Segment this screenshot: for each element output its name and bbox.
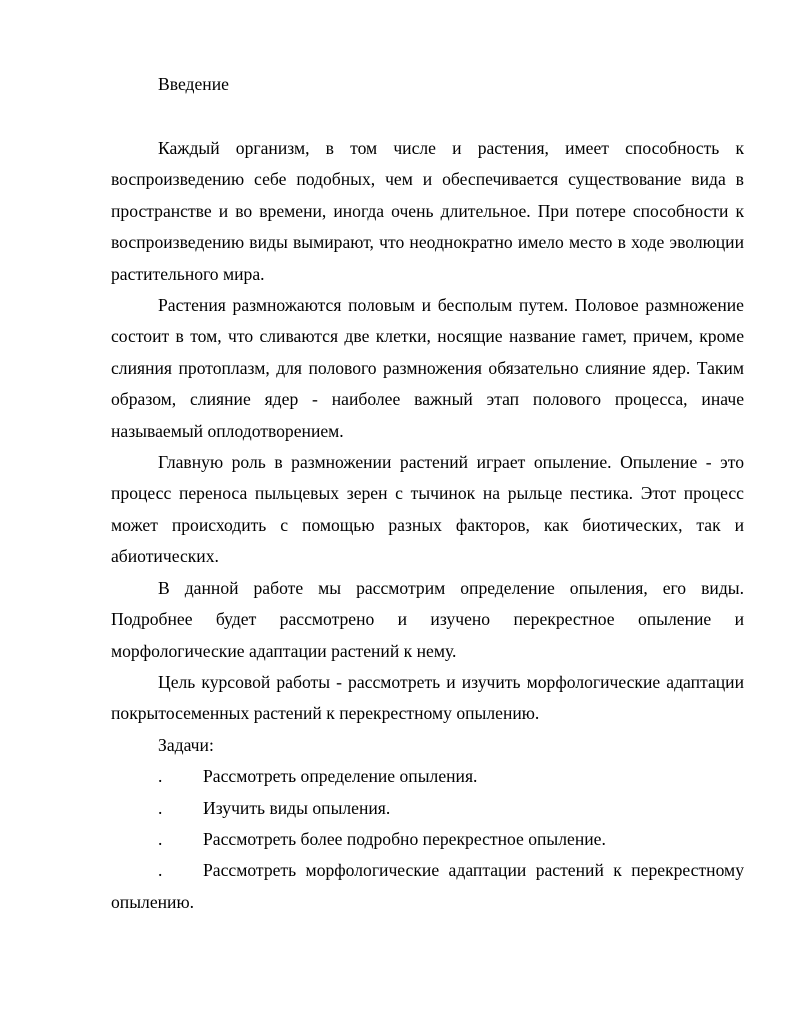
- page-title: Введение: [158, 74, 229, 94]
- tasks-heading: Задачи:: [158, 734, 214, 755]
- task-text: Изучить виды опыления.: [203, 797, 391, 818]
- task-item-1: [111, 761, 744, 792]
- task-text: Рассмотреть определение опыления.: [203, 766, 478, 787]
- task-bullet: .: [158, 860, 163, 881]
- paragraph-2: Растения размножаются половым и бесполым путем. Половое размножение состоит в том, что сливаются две клетки, носящие название гамет, причем, кроме слияния протоплазм, для полового размножения обязательно слияние ядер. Таким образом, слияние ядер - наиболее важный этап полового процесса, иначе называемый оплодотворением.: [111, 295, 744, 441]
- task-text: Рассмотреть морфологические адаптации растений к перекрестному опылению.: [111, 860, 744, 912]
- paragraph-3: Главную роль в размножении растений играет опыление. Опыление - это процесс переноса пыльцевых зерен с тычинок на рыльце пестика. Этот процесс может происходить с помощью разных факторов, как биотических, так и абиотических.: [111, 452, 744, 567]
- task-item-2: [111, 793, 744, 824]
- document-body: [111, 133, 744, 918]
- paragraph-1: Каждый организм, в том числе и растения, имеет способность к воспроизведению себе подобных, чем и обеспечивается существование вида в пространстве и во времени, иногда очень длительное. При потере способности к воспроизведению виды вымирают, что неоднократно имело место в ходе эволюции растительного мира.: [111, 138, 744, 284]
- task-text: Рассмотреть более подробно перекрестное опыление.: [203, 828, 606, 849]
- paragraph-5: Цель курсовой работы - рассмотреть и изучить морфологические адаптации покрытосеменных растений к перекрестному опылению.: [111, 671, 744, 724]
- task-bullet: .: [158, 797, 163, 818]
- task-item-3: [111, 824, 744, 855]
- task-item-4: [111, 855, 744, 918]
- task-bullet: .: [158, 766, 163, 787]
- task-bullet: .: [158, 828, 163, 849]
- paragraph-4: В данной работе мы рассмотрим определение опыления, его виды. Подробнее будет рассмотрено и изучено перекрестное опыление и морфологические адаптации растений к нему.: [111, 577, 744, 661]
